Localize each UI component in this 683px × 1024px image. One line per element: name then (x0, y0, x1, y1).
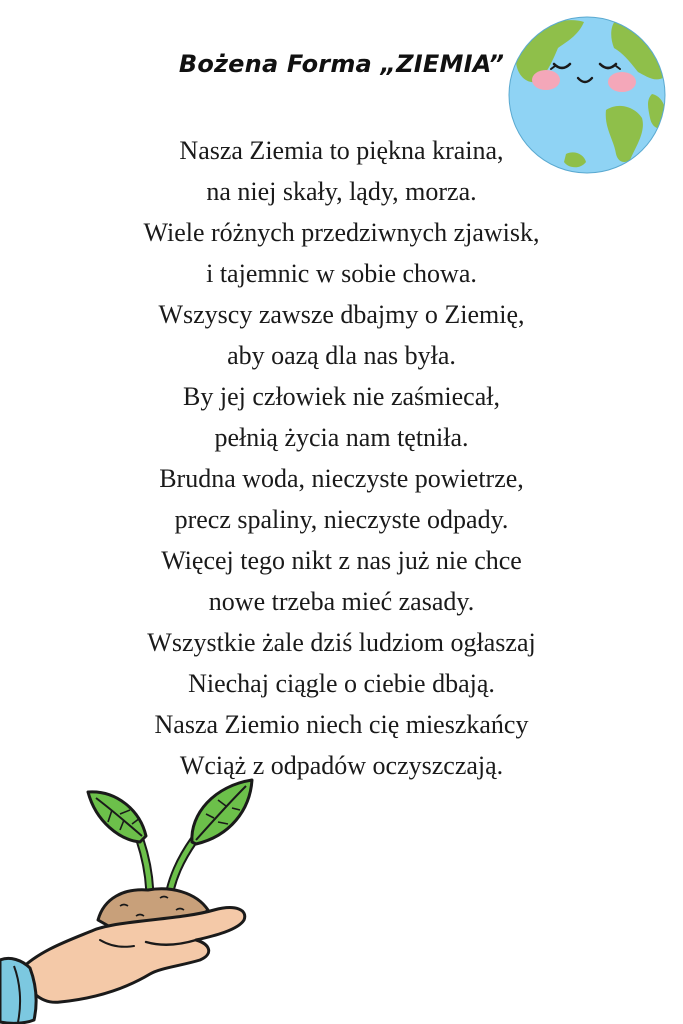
poem-line: Wszyscy zawsze dbajmy o Ziemię, (158, 300, 525, 329)
poem-line: By jej człowiek nie zaśmiecał, (183, 382, 500, 411)
poem-line: i tajemnic w sobie chowa. (206, 259, 477, 288)
poem-line: pełnią życia nam tętniła. (214, 423, 469, 452)
poem-line: aby oazą dla nas była. (227, 341, 456, 370)
poem-body (0, 130, 683, 786)
poem-line: Niechaj ciągle o ciebie dbają. (188, 669, 495, 698)
poem-line: nowe trzeba mieć zasady. (208, 587, 475, 616)
poem-line: Wiele różnych przedziwnych zjawisk, (143, 218, 540, 247)
poem-line: Nasza Ziemio niech cię mieszkańcy (154, 710, 529, 739)
poem-line: Brudna woda, nieczyste powietrze, (159, 464, 524, 493)
poem-line: na niej skały, lądy, morza. (206, 177, 477, 206)
poem-line: Więcej tego nikt z nas już nie chce (161, 546, 522, 575)
poem-line: precz spaliny, nieczyste odpady. (174, 505, 509, 534)
poem-line: Wszystkie żale dziś ludziom ogłaszaj (147, 628, 536, 657)
poem-line: Nasza Ziemia to piękna kraina, (179, 136, 504, 165)
poem-title: Bożena Forma „ZIEMIA” (178, 50, 505, 78)
smiling-earth-icon (506, 14, 668, 176)
poem-line: Wciąż z odpadów oczyszczają. (179, 751, 504, 780)
hand-holding-sprout-icon (0, 770, 260, 1024)
